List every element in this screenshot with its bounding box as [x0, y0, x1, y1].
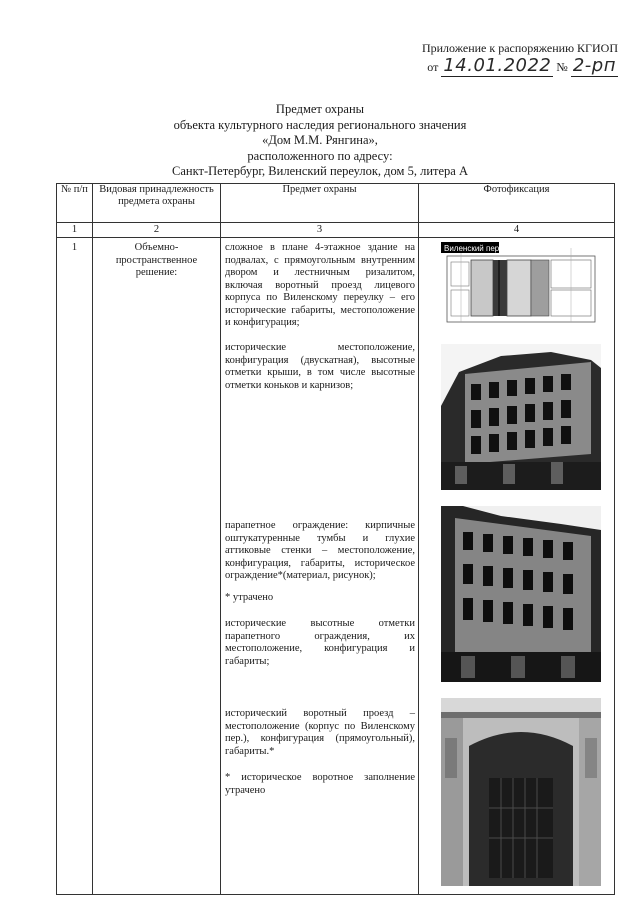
protection-item: исторические высотные отметки парапетного ограждения, их местоположение, конфигурация и габариты; — [225, 618, 415, 667]
table-row — [57, 238, 615, 895]
protection-item: парапетное ограждение: кирпичные оштукатуренные тумбы и глухие аттиковые стенки – местоположение, конфигурация, габариты, историческое ограждение*(материал, рисунок); — [225, 520, 415, 581]
col-number: 2 — [93, 223, 221, 238]
title-line-3: «Дом М.М. Рянгина», — [262, 133, 378, 147]
column-number-row — [57, 223, 615, 238]
row-photos-cell — [419, 238, 615, 895]
document-title — [0, 102, 640, 180]
gateway-photo — [441, 698, 601, 886]
from-label: от — [427, 60, 439, 74]
appendix-line: Приложение к распоряжению КГИОП — [421, 41, 618, 55]
row-number: 1 — [57, 238, 93, 895]
title-line-1: Предмет охраны — [275, 102, 365, 116]
protection-item: исторические местоположение, конфигурация (двускатная), высотные отметки крыши, в том числе высотные отметки коньков и карнизов; — [225, 342, 415, 391]
protection-item: сложное в плане 4-этажное здание на подвалах, с прямоугольным внутренним двором и лестничным ризалитом, включая воротный проезд лицевого корпуса по Виленскому переулку – его исторические габариты, местоположение и конфигурация; — [225, 242, 415, 328]
title-line-5: Санкт-Петербург, Виленский переулок, дом 5, литера А — [172, 164, 468, 178]
facade-photo — [441, 344, 601, 490]
handwritten-date: 14.01.2022 — [443, 55, 552, 76]
protection-item: * историческое воротное заполнение утрачено — [225, 772, 415, 796]
appendix-date-line — [422, 55, 618, 76]
protection-item: * утрачено — [225, 592, 274, 603]
header-photo: Фотофиксация — [419, 184, 615, 223]
number-sign: № — [556, 60, 568, 74]
header-num: № п/п — [57, 184, 93, 223]
appendix-header — [422, 40, 618, 75]
site-plan-image — [441, 242, 601, 328]
row-category: Объемно-пространственное решение: — [93, 238, 221, 895]
plan-street-label: Виленский пер — [444, 244, 500, 253]
header-category: Видовая принадлежность предмета охраны — [93, 184, 221, 223]
table-header-row — [57, 184, 615, 223]
protection-table — [56, 183, 615, 895]
handwritten-number: 2-рп — [572, 55, 616, 76]
title-line-4: расположенного по адресу: — [247, 148, 393, 163]
row-items-cell — [221, 238, 419, 895]
col-number: 1 — [57, 223, 93, 238]
header-subject: Предмет охраны — [221, 184, 419, 223]
col-number: 3 — [221, 223, 419, 238]
title-line-2: объекта культурного наследия регионального значения — [173, 117, 467, 132]
col-number: 4 — [419, 223, 615, 238]
roof-parapet-photo — [441, 506, 601, 682]
protection-item: исторический воротный проезд – местоположение (корпус по Виленскому пер.), конфигурация (прямоугольный), габариты.* — [225, 708, 415, 757]
